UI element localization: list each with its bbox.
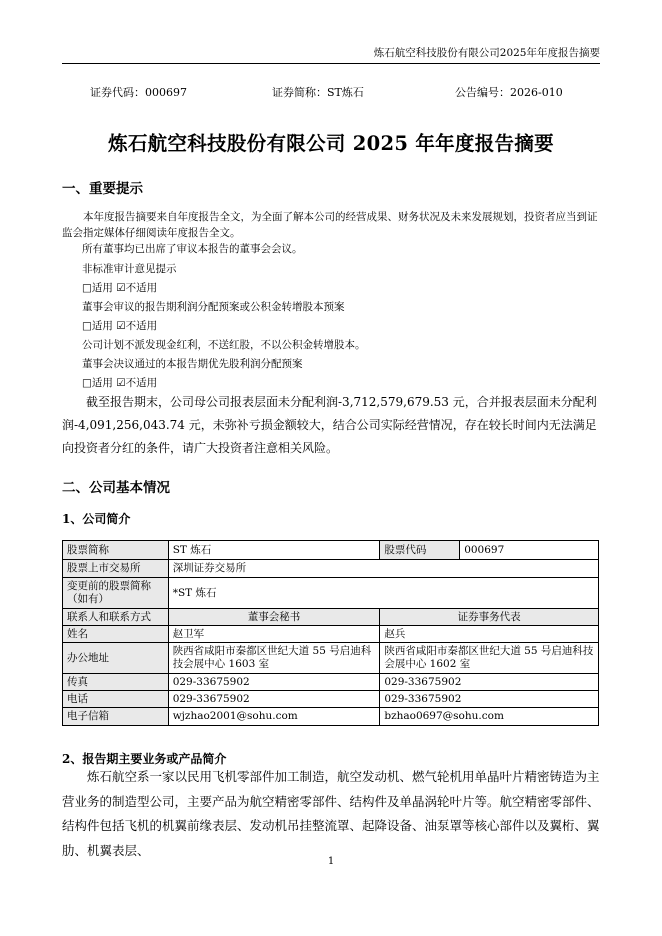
company-info-table [62, 540, 599, 726]
column-header-secretary: 董事会秘书 [168, 609, 380, 626]
table-label: 传真 [63, 674, 169, 691]
document-title: 炼石航空科技股份有限公司 2025 年年度报告摘要 [108, 132, 554, 155]
table-cell: 029-33675902 [168, 674, 380, 691]
table-cell: 029-33675902 [380, 691, 599, 708]
table-cell: 陕西省咸阳市秦都区世纪大道 55 号启迪科技会展中心 1603 室 [168, 643, 380, 674]
subsection-heading-business: 2、报告期主要业务或产品简介 [62, 752, 227, 766]
announcement-number: 公告编号：2026-010 [455, 86, 563, 99]
table-label: 办公地址 [63, 643, 169, 674]
table-cell: *ST 炼石 [168, 578, 598, 609]
table-label: 股票代码 [380, 541, 460, 560]
business-paragraph: 炼石航空系一家以民用飞机零部件加工制造，航空发动机、燃气轮机用单晶叶片精密铸造为主营业务的制造型公司，主要产品为航空精密零部件、结构件及单晶涡轮叶片等。航空精密零部件、结构件包括飞机的机翼前缘表层、发动机吊挂整流罩、起降设备、油泵罩等核心部件以及翼桁、翼肋、机翼表层、 [62, 769, 600, 858]
table-cell: 000697 [460, 541, 599, 560]
table-cell: ST 炼石 [168, 541, 380, 560]
notice-line: 公司计划不派发现金红利，不送红股，不以公积金转增股本。 [82, 339, 366, 351]
section-heading-company-info: 二、公司基本情况 [62, 480, 170, 496]
table-cell: 赵卫军 [168, 626, 380, 643]
table-cell: bzhao0697@sohu.com [380, 708, 599, 726]
notice-line: 董事会决议通过的本报告期优先股利润分配预案 [82, 358, 303, 370]
table-cell: 029-33675902 [168, 691, 380, 708]
stock-code: 证券代码：000697 [90, 86, 187, 99]
applicability-line: □适用 ☑不适用 [82, 282, 158, 294]
table-label: 变更前的股票简称（如有） [63, 578, 169, 609]
intro-paragraph: 本年度报告摘要来自年度报告全文，为全面了解本公司的经营成果、财务状况及未来发展规划，投资者应当到证监会指定媒体仔细阅读年度报告全文。 [62, 211, 598, 239]
table-label: 股票上市交易所 [63, 560, 169, 578]
table-cell: 029-33675902 [380, 674, 599, 691]
subsection-heading-company-profile: 1、公司简介 [62, 512, 131, 526]
table-label: 股票简称 [63, 541, 169, 560]
notice-line: 所有董事均已出席了审议本报告的董事会会议。 [82, 243, 303, 255]
table-label: 电子信箱 [63, 708, 169, 726]
notice-line: 非标准审计意见提示 [82, 263, 177, 275]
table-label: 姓名 [63, 626, 169, 643]
column-header-representative: 证券事务代表 [380, 609, 599, 626]
stock-abbreviation: 证券简称：ST炼石 [272, 86, 364, 99]
table-label: 电话 [63, 691, 169, 708]
applicability-line: □适用 ☑不适用 [82, 377, 158, 389]
table-cell: 陕西省咸阳市秦都区世纪大道 55 号启迪科技会展中心 1602 室 [380, 643, 599, 674]
applicability-line: □适用 ☑不适用 [82, 320, 158, 332]
header-rule [62, 63, 600, 64]
notice-line: 董事会审议的报告期利润分配预案或公积金转增股本预案 [82, 301, 345, 313]
running-header: 炼石航空科技股份有限公司2025年年度报告摘要 [373, 47, 600, 59]
table-cell: wjzhao2001@sohu.com [168, 708, 380, 726]
table-label: 联系人和联系方式 [63, 609, 169, 626]
section-heading-important-notice: 一、重要提示 [62, 181, 143, 197]
table-cell: 赵兵 [380, 626, 599, 643]
risk-paragraph: 截至报告期末，公司母公司报表层面未分配利润-3,712,579,679.53 元，合并报表层面未分配利润-4,091,256,043.74 元，未弥补亏损金额较大，结合公司实际经营情况，存在较长时间内无法满足向投资者分红的条件，请广大投资者注意相关风险。 [62, 395, 597, 455]
table-cell: 深圳证券交易所 [168, 560, 598, 578]
page-number: 1 [327, 856, 335, 867]
